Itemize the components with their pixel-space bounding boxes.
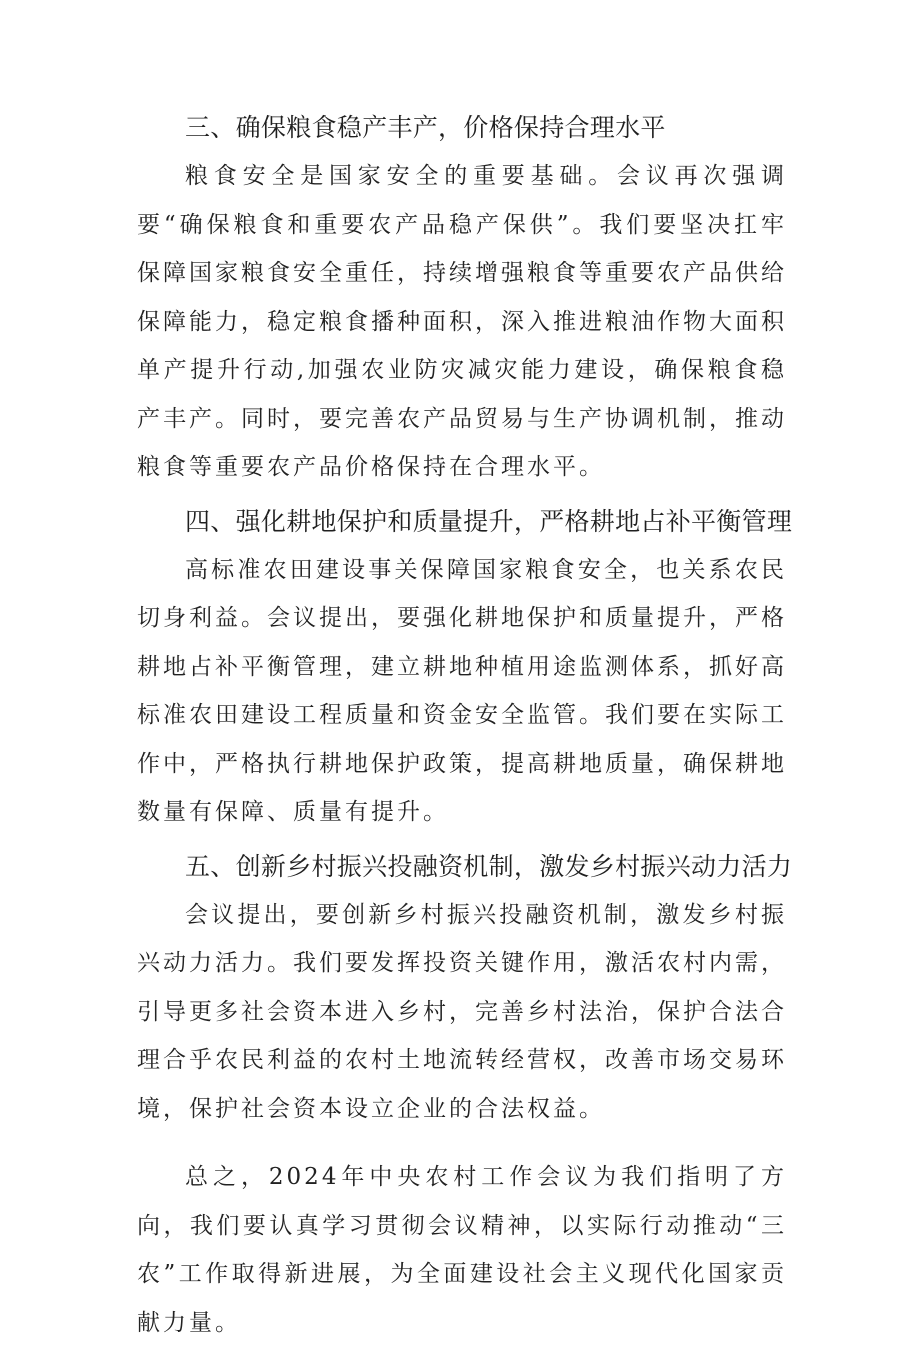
section-paragraph-5: 会议提出，要创新乡村振兴投融资机制，激发乡村振兴动力活力。我们要发挥投资关键作用，激活农村内需，引导更多社会资本进入乡村，完善乡村法治，保护合法合理合乎农民利益的农村土地流转经营权，改善市场交易环境，保护社会资本设立企业的合法权益。	[137, 901, 787, 1122]
section-paragraph-3: 粮食安全是国家安全的重要基础。会议再次强调要“确保粮食和重要农产品稳产保供”。我们要坚决扛牢保障国家粮食安全重任，持续增强粮食等重要农产品供给保障能力，稳定粮食播种面积，深入推进粮油作物大面积单产提升行动,加强农业防灾减灾能力建设，确保粮食稳产丰产。同时，要完善农产品贸易与生产协调机制，推动粮食等重要农产品价格保持在合理水平。	[137, 163, 787, 480]
document-body	[137, 104, 793, 1347]
section-paragraph-4: 高标准农田建设事关保障国家粮食安全，也关系农民切身利益。会议提出，要强化耕地保护和质量提升，严格耕地占补平衡管理，建立耕地种植用途监测体系，抓好高标准农田建设工程质量和资金安全监管。我们要在实际工作中，严格执行耕地保护政策，提高耕地质量，确保耕地数量有保障、质量有提升。	[137, 556, 787, 825]
section-heading-3: 三、确保粮食稳产丰产，价格保持合理水平	[185, 113, 666, 142]
section-heading-5: 五、创新乡村振兴投融资机制，激发乡村振兴动力活力	[185, 851, 793, 881]
closing-paragraph: 总之，2024年中央农村工作会议为我们指明了方向，我们要认真学习贯彻会议精神，以实际行动推动“三农”工作取得新进展，为全面建设社会主义现代化国家贡献力量。	[137, 1164, 787, 1336]
section-heading-4: 四、强化耕地保护和质量提升，严格耕地占补平衡管理	[185, 506, 793, 536]
